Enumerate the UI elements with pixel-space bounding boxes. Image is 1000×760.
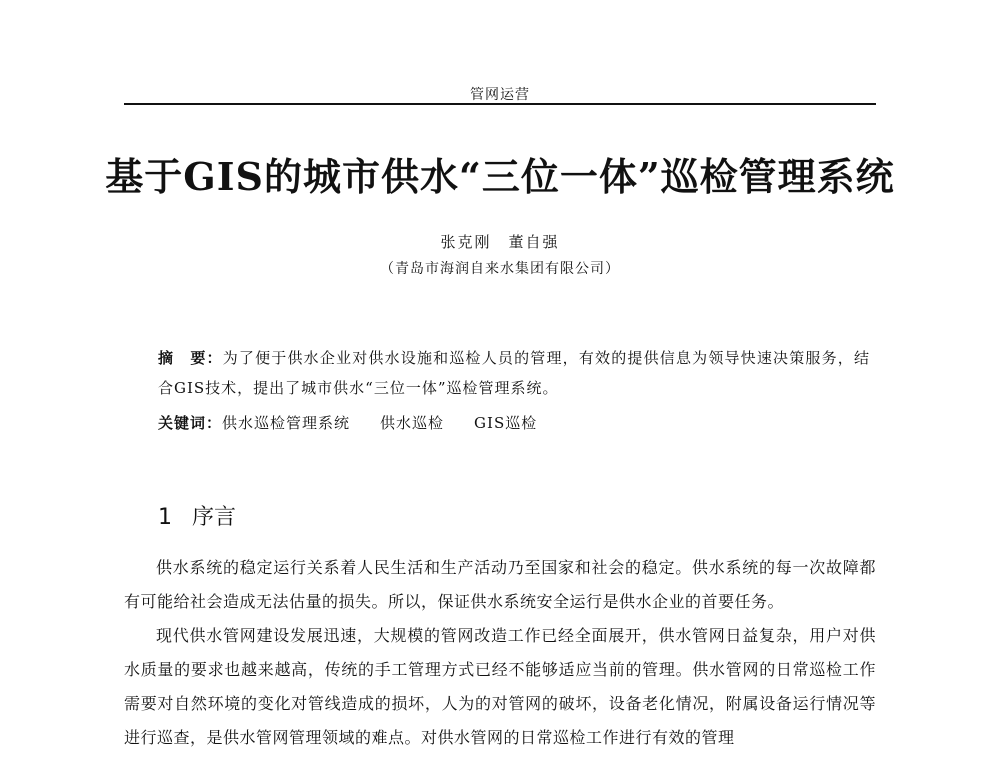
section-heading xyxy=(158,500,236,531)
keywords xyxy=(158,412,870,433)
keyword-item: GIS巡检 xyxy=(474,414,538,432)
authors: 张克刚 董自强 xyxy=(440,233,560,251)
body-paragraph: 供水系统的稳定运行关系着人民生活和生产活动乃至国家和社会的稳定。供水系统的每一次故障都有可能给社会造成无法估量的损失。所以，保证供水系统安全运行是供水企业的首要任务。 xyxy=(124,558,876,611)
section-number: 1 xyxy=(158,505,172,530)
abstract-text: 为了便于供水企业对供水设施和巡检人员的管理，有效的提供信息为领导快速决策服务，结合GIS技术，提出了城市供水“三位一体”巡检管理系统。 xyxy=(158,349,870,397)
body-paragraph: 现代供水管网建设发展迅速，大规模的管网改造工作已经全面展开，供水管网日益复杂，用户对供水质量的要求也越来越高，传统的手工管理方式已经不能够适应当前的管理。供水管网的日常巡检工作需要对自然环境的变化对管线造成的损坏，人为的对管网的破坏，设备老化情况，附属设备运行情况等进行巡查，是供水管网管理领域的难点。对供水管网的日常巡检工作进行有效的管理 xyxy=(124,626,876,747)
keyword-item: 供水巡检管理系统 xyxy=(222,414,351,432)
section-body xyxy=(124,551,876,755)
abstract xyxy=(158,343,870,403)
article-title: 基于GIS的城市供水“三位一体”巡检管理系统 xyxy=(105,154,895,199)
running-header: 管网运营 xyxy=(470,87,530,103)
header-rule xyxy=(124,103,876,105)
keywords-label: 关键词： xyxy=(158,414,223,432)
abstract-label: 摘 要： xyxy=(158,349,223,367)
section-title: 序言 xyxy=(192,505,237,530)
affiliation: （青岛市海润自来水集团有限公司） xyxy=(380,261,620,277)
keyword-item: 供水巡检 xyxy=(380,414,445,432)
